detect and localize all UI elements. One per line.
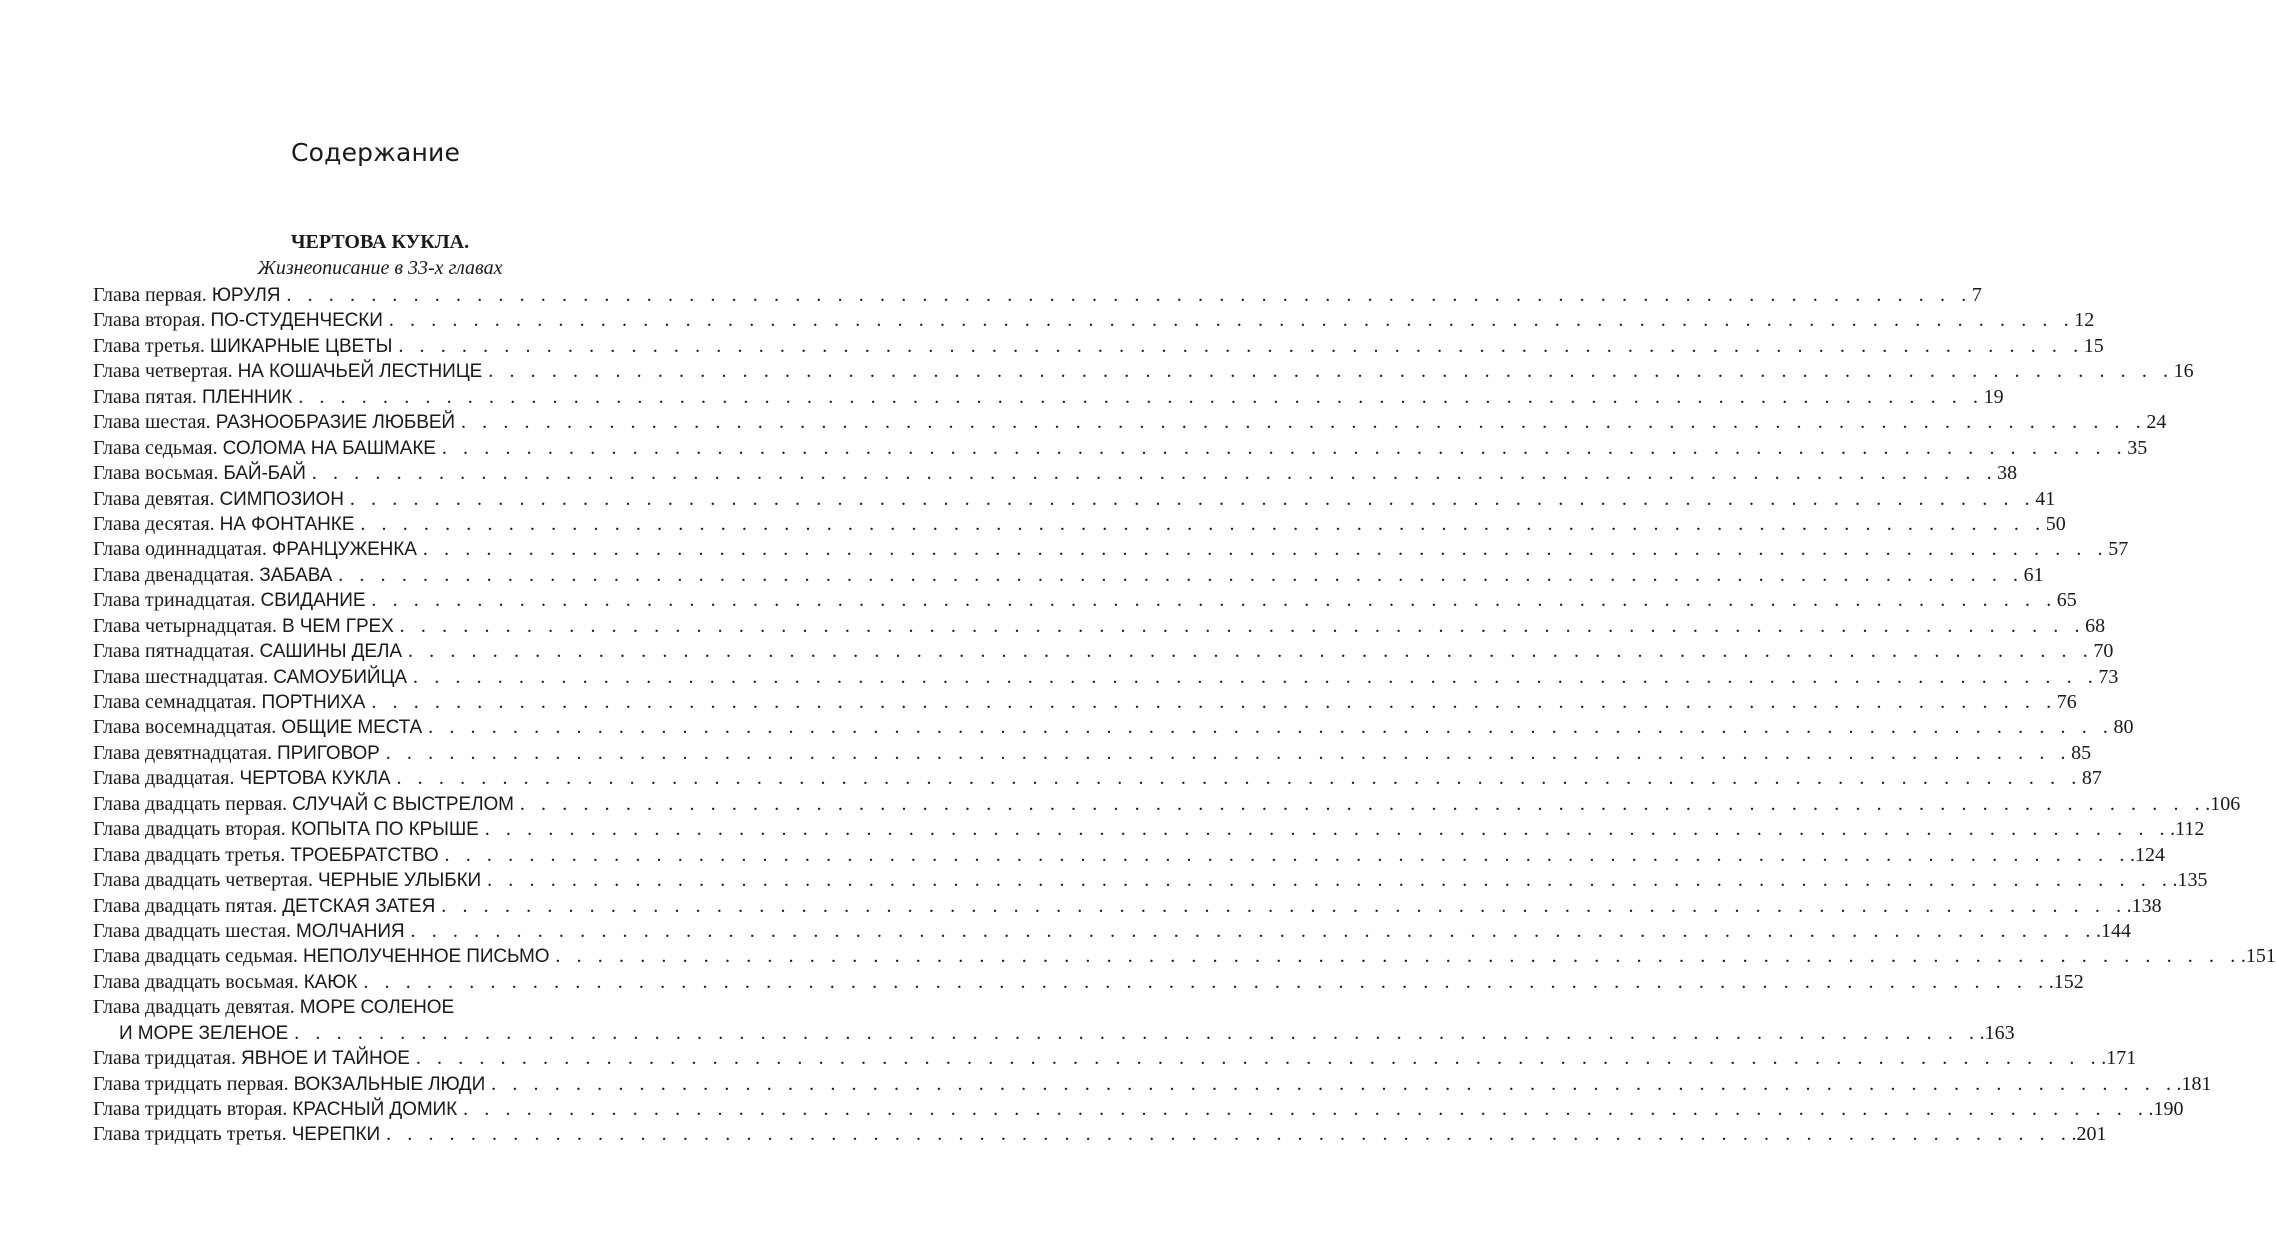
toc-entry[interactable] bbox=[93, 715, 2134, 740]
toc-entry[interactable] bbox=[93, 588, 2077, 613]
dot-leader: . . . . . . . . . . . . . . . . . . . . . . . . . . . . . . . . . . . . . . . . . . . . . . . . . . . . . . . . . . . . . . . . . . . . . . . . . . . . . . . . bbox=[491, 1072, 2177, 1095]
chapter-prefix: Глава тридцать вторая. bbox=[93, 1098, 288, 1121]
dot-leader: . . . . . . . . . . . . . . . . . . . . . . . . . . . . . . . . . . . . . . . . . . . . . . . . . . . . . . . . . . . . . . . . . . . . . . . . . . . . . . . . bbox=[396, 767, 2082, 790]
dot-leader: . . . . . . . . . . . . . . . . . . . . . . . . . . . . . . . . . . . . . . . . . . . . . . . . . . . . . . . . . . . . . . . . . . . . . . . . . . . . . . . . bbox=[386, 1123, 2072, 1146]
chapter-title: ВОКЗАЛЬНЫЕ ЛЮДИ bbox=[293, 1073, 486, 1095]
chapter-title: ЧЕРТОВА КУКЛА bbox=[239, 768, 391, 790]
chapter-title: ПРИГОВОР bbox=[277, 742, 380, 764]
chapter-title: НА КОШАЧЬЕЙ ЛЕСТНИЦЕ bbox=[237, 361, 483, 383]
toc-entry[interactable] bbox=[93, 563, 2044, 588]
chapter-prefix: Глава тридцать третья. bbox=[93, 1123, 287, 1146]
chapter-prefix: Глава двадцать седьмая. bbox=[93, 945, 298, 968]
toc-line bbox=[93, 588, 2077, 613]
chapter-prefix: Глава шестая. bbox=[93, 411, 211, 434]
toc-entry[interactable] bbox=[93, 792, 2241, 817]
dot-leader: . . . . . . . . . . . . . . . . . . . . . . . . . . . . . . . . . . . . . . . . . . . . . . . . . . . . . . . . . . . . . . . . . . . . . . . . . . . . . . . . bbox=[371, 589, 2057, 612]
toc-entry[interactable] bbox=[93, 461, 2018, 486]
page-number: 68 bbox=[2085, 614, 2106, 637]
toc-entry[interactable] bbox=[93, 436, 2148, 461]
page-number: .201 bbox=[2071, 1123, 2107, 1146]
dot-leader: . . . . . . . . . . . . . . . . . . . . . . . . . . . . . . . . . . . . . . . . . . . . . . . . . . . . . . . . . . . . . . . . . . . . . . . . . . . . . . . . bbox=[519, 792, 2206, 815]
toc-line bbox=[93, 1097, 2184, 1122]
page-number: 57 bbox=[2108, 538, 2129, 561]
dot-leader: . . . . . . . . . . . . . . . . . . . . . . . . . . . . . . . . . . . . . . . . . . . . . . . . . . . . . . . . . . . . . . . . . . . . . . . . . . . . . . . . bbox=[422, 538, 2109, 561]
page-number: .181 bbox=[2176, 1072, 2212, 1095]
dot-leader: . . . . . . . . . . . . . . . . . . . . . . . . . . . . . . . . . . . . . . . . . . . . . . . . . . . . . . . . . . . . . . . . . . . . . . . . . . . . . . . . bbox=[399, 614, 2086, 637]
toc-line bbox=[93, 715, 2134, 740]
chapter-title: ЯВНОЕ И ТАЙНОЕ bbox=[240, 1048, 410, 1070]
toc-entry[interactable] bbox=[93, 919, 2131, 944]
toc-line bbox=[93, 1046, 2137, 1071]
page-number: .152 bbox=[2048, 970, 2084, 993]
toc-entry[interactable] bbox=[93, 995, 2015, 1046]
chapter-title: ПЛЕННИК bbox=[201, 386, 293, 408]
chapter-prefix: Глава двенадцатая. bbox=[93, 563, 255, 586]
dot-leader: . . . . . . . . . . . . . . . . . . . . . . . . . . . . . . . . . . . . . . . . . . . . . . . . . . . . . . . . . . . . . . . . . . . . . . . . . . . . . . . . bbox=[311, 462, 1998, 485]
toc-line bbox=[93, 334, 2104, 359]
toc-line bbox=[93, 436, 2148, 461]
work-title: ЧЕРТОВА КУКЛА. bbox=[290, 231, 470, 253]
chapter-prefix: Глава первая. bbox=[93, 284, 207, 306]
dot-leader: . . . . . . . . . . . . . . . . . . . . . . . . . . . . . . . . . . . . . . . . . . . . . . . . . . . . . . . . . . . . . . . . . . . . . . . . . . . . . . . . bbox=[294, 1021, 1980, 1044]
chapter-prefix: Глава двадцать вторая. bbox=[93, 818, 286, 841]
page-number: 12 bbox=[2074, 309, 2095, 332]
toc-line bbox=[93, 512, 2066, 537]
chapter-title: СЛУЧАЙ С ВЫСТРЕЛОМ bbox=[292, 793, 514, 815]
chapter-prefix: Глава девятая. bbox=[93, 487, 215, 510]
dot-leader: . . . . . . . . . . . . . . . . . . . . . . . . . . . . . . . . . . . . . . . . . . . . . . . . . . . . . . . . . . . . . . . . . . . . . . . . . . . . . . . . bbox=[415, 1047, 2102, 1070]
toc-entry[interactable] bbox=[93, 868, 2208, 893]
dot-leader: . . . . . . . . . . . . . . . . . . . . . . . . . . . . . . . . . . . . . . . . . . . . . . . . . . . . . . . . . . . . . . . . . . . . . . . . . . . . . . . . bbox=[484, 818, 2171, 841]
chapter-title: ЧЕРЕПКИ bbox=[291, 1124, 381, 1146]
chapter-prefix: Глава двадцать четвертая. bbox=[93, 869, 313, 892]
dot-leader: . . . . . . . . . . . . . . . . . . . . . . . . . . . . . . . . . . . . . . . . . . . . . . . . . . . . . . . . . . . . . . . . . . . . . . . . . . . . . . . . bbox=[398, 334, 2084, 357]
toc-entry[interactable] bbox=[93, 334, 2104, 359]
toc-entry[interactable] bbox=[93, 843, 2165, 868]
toc-entry[interactable] bbox=[93, 308, 2095, 333]
chapter-prefix: Глава четвертая. bbox=[93, 360, 233, 383]
toc-line bbox=[93, 665, 2119, 690]
dot-leader: . . . . . . . . . . . . . . . . . . . . . . . . . . . . . . . . . . . . . . . . . . . . . . . . . . . . . . . . . . . . . . . . . . . . . . . . . . . . . . . . bbox=[363, 970, 2049, 993]
chapter-title: ФРАНЦУЖЕНКА bbox=[271, 539, 417, 561]
toc-entry[interactable] bbox=[93, 1072, 2212, 1097]
chapter-prefix: Глава одиннадцатая. bbox=[93, 538, 267, 561]
toc-entry[interactable] bbox=[93, 1122, 2107, 1147]
chapter-prefix: Глава двадцать шестая. bbox=[93, 919, 292, 942]
toc-entry[interactable] bbox=[93, 665, 2119, 690]
page-number: .144 bbox=[2095, 919, 2131, 942]
page-number: 15 bbox=[2083, 334, 2104, 357]
page-number: .171 bbox=[2101, 1047, 2137, 1070]
page-number: .112 bbox=[2170, 818, 2205, 841]
page-number: .106 bbox=[2205, 792, 2241, 815]
toc-line bbox=[93, 792, 2241, 817]
dot-leader: . . . . . . . . . . . . . . . . . . . . . . . . . . . . . . . . . . . . . . . . . . . . . . . . . . . . . . . . . . . . . . . . . . . . . . . . . . . . . . . . bbox=[555, 945, 2241, 968]
toc-line bbox=[93, 359, 2194, 384]
dot-leader: . . . . . . . . . . . . . . . . . . . . . . . . . . . . . . . . . . . . . . . . . . . . . . . . . . . . . . . . . . . . . . . . . . . . . . . . . . . . . . . . bbox=[407, 640, 2094, 663]
chapter-title: ЗАБАВА bbox=[259, 564, 333, 586]
toc-entry[interactable] bbox=[93, 385, 2004, 410]
toc-entry[interactable] bbox=[93, 487, 2056, 512]
chapter-prefix: Глава десятая. bbox=[93, 512, 215, 535]
page-number: 35 bbox=[2127, 436, 2148, 459]
toc-line bbox=[93, 995, 668, 1020]
toc-line bbox=[93, 308, 2095, 333]
chapter-title: СОЛОМА НА БАШМАКЕ bbox=[222, 437, 436, 459]
toc-entry[interactable] bbox=[93, 512, 2066, 537]
page-number: .163 bbox=[1979, 1021, 2015, 1044]
dot-leader: . . . . . . . . . . . . . . . . . . . . . . . . . . . . . . . . . . . . . . . . . . . . . . . . . . . . . . . . . . . . . . . . . . . . . . . . . . . . . . . . bbox=[488, 360, 2174, 383]
dot-leader: . . . . . . . . . . . . . . . . . . . . . . . . . . . . . . . . . . . . . . . . . . . . . . . . . . . . . . . . . . . . . . . . . . . . . . . . . . . . . . . . bbox=[385, 741, 2072, 764]
dot-leader: . . . . . . . . . . . . . . . . . . . . . . . . . . . . . . . . . . . . . . . . . . . . . . . . . . . . . . . . . . . . . . . . . . . . . . . . . . . . . . . . bbox=[286, 284, 1972, 306]
page-number: 16 bbox=[2173, 360, 2194, 383]
toc-entry[interactable] bbox=[93, 639, 2114, 664]
toc-line bbox=[93, 487, 2056, 512]
toc-entry[interactable] bbox=[93, 359, 2194, 384]
page-number: .151 bbox=[2240, 945, 2276, 968]
toc-entry[interactable] bbox=[93, 894, 2162, 919]
chapter-title: БАЙ-БАЙ bbox=[223, 463, 306, 485]
chapter-title: ЧЕРНЫЕ УЛЫБКИ bbox=[317, 870, 482, 892]
chapter-prefix: Глава шестнадцатая. bbox=[93, 665, 269, 688]
toc-line bbox=[93, 537, 2129, 562]
toc-entry[interactable] bbox=[93, 537, 2129, 562]
toc-entry[interactable] bbox=[93, 970, 2084, 995]
dot-leader: . . . . . . . . . . . . . . . . . . . . . . . . . . . . . . . . . . . . . . . . . . . . . . . . . . . . . . . . . . . . . . . . . . . . . . . . . . . . . . . . bbox=[444, 843, 2130, 866]
chapter-prefix: Глава третья. bbox=[93, 334, 205, 357]
toc-line bbox=[93, 283, 1982, 308]
chapter-prefix: Глава девятнадцатая. bbox=[93, 741, 273, 764]
dot-leader: . . . . . . . . . . . . . . . . . . . . . . . . . . . . . . . . . . . . . . . . . . . . . . . . . . . . . . . . . . . . . . . . . . . . . . . . . . . . . . . . bbox=[487, 869, 2173, 892]
chapter-title: КОПЫТА ПО КРЫШЕ bbox=[290, 819, 479, 841]
page-title: Содержание bbox=[290, 138, 461, 167]
toc-line bbox=[93, 919, 2131, 944]
chapter-prefix: Глава тридцать первая. bbox=[93, 1072, 289, 1095]
page-number: 61 bbox=[2023, 563, 2044, 586]
chapter-prefix: Глава четырнадцатая. bbox=[93, 614, 277, 637]
chapter-prefix: Глава двадцать пятая. bbox=[93, 894, 278, 917]
chapter-prefix: Глава двадцатая. bbox=[93, 767, 235, 790]
chapter-title: САМОУБИЙЦА bbox=[273, 666, 407, 688]
chapter-prefix: Глава пятая. bbox=[93, 385, 197, 408]
toc-line bbox=[93, 563, 2044, 588]
toc-line bbox=[93, 843, 2165, 868]
toc-entry[interactable] bbox=[93, 741, 2092, 766]
page-number: 38 bbox=[1997, 462, 2018, 485]
dot-leader: . . . . . . . . . . . . . . . . . . . . . . . . . . . . . . . . . . . . . . . . . . . . . . . . . . . . . . . . . . . . . . . . . . . . . . . . . . . . . . . . bbox=[441, 894, 2127, 917]
dot-leader: . . . . . . . . . . . . . . . . . . . . . . . . . . . . . . . . . . . . . . . . . . . . . . . . . . . . . . . . . . . . . . . . . . . . . . . . . . . . . . . . bbox=[410, 919, 2096, 942]
toc-line bbox=[93, 614, 2106, 639]
chapter-title: КАЮК bbox=[303, 971, 358, 993]
dot-leader: . . . . . . . . . . . . . . . . . . . . . . . . . . . . . . . . . . . . . . . . . . . . . . . . . . . . . . . . . . . . . . . . . . . . . . . . . . . . . . . . bbox=[460, 411, 2147, 434]
toc-line bbox=[93, 894, 2162, 919]
dot-leader: . . . . . . . . . . . . . . . . . . . . . . . . . . . . . . . . . . . . . . . . . . . . . . . . . . . . . . . . . . . . . . . . . . . . . . . . . . . . . . . . bbox=[349, 487, 2036, 510]
page-number: 73 bbox=[2098, 665, 2119, 688]
toc-line bbox=[93, 944, 2276, 969]
toc-entry[interactable] bbox=[93, 1097, 2184, 1122]
dot-leader: . . . . . . . . . . . . . . . . . . . . . . . . . . . . . . . . . . . . . . . . . . . . . . . . . . . . . . . . . . . . . . . . . . . . . . . . . . . . . . . . bbox=[463, 1098, 2149, 1121]
chapter-title: ОБЩИЕ МЕСТА bbox=[281, 717, 423, 739]
toc-line bbox=[93, 741, 2092, 766]
chapter-prefix: Глава двадцать девятая. bbox=[93, 996, 295, 1019]
page-number: 19 bbox=[1983, 385, 2004, 408]
toc-entry[interactable] bbox=[93, 690, 2077, 715]
chapter-prefix: Глава седьмая. bbox=[93, 436, 218, 459]
toc-line bbox=[93, 461, 2018, 486]
chapter-prefix: Глава восьмая. bbox=[93, 462, 219, 485]
toc-line bbox=[93, 766, 2102, 791]
page-number: .138 bbox=[2126, 894, 2162, 917]
chapter-title: В ЧЕМ ГРЕХ bbox=[281, 615, 394, 637]
chapter-title: НЕПОЛУЧЕННОЕ ПИСЬМО bbox=[302, 946, 550, 968]
chapter-prefix: Глава семнадцатая. bbox=[93, 691, 257, 713]
chapter-title: РАЗНООБРАЗИЕ ЛЮБВЕЙ bbox=[215, 412, 455, 434]
toc-entry[interactable] bbox=[93, 410, 2167, 435]
page-number: .124 bbox=[2129, 843, 2165, 866]
work-subtitle: Жизнеописание в 33-х главах bbox=[257, 257, 503, 279]
page-number: .135 bbox=[2172, 869, 2208, 892]
toc-entry[interactable] bbox=[93, 614, 2106, 639]
chapter-title: МОРЕ СОЛЕНОЕ bbox=[299, 997, 455, 1019]
page-number: 50 bbox=[2045, 512, 2066, 535]
chapter-prefix: Глава тридцатая. bbox=[93, 1047, 236, 1070]
chapter-prefix: Глава тринадцатая. bbox=[93, 589, 256, 612]
page-number: 85 bbox=[2071, 741, 2092, 764]
toc-line bbox=[93, 1021, 2015, 1046]
toc-line bbox=[93, 970, 2084, 995]
page-number: 24 bbox=[2146, 411, 2167, 434]
chapter-title: СИМПОЗИОН bbox=[219, 488, 344, 510]
toc-entry[interactable] bbox=[93, 1046, 2137, 1071]
dot-leader: . . . . . . . . . . . . . . . . . . . . . . . . . . . . . . . . . . . . . . . . . . . . . . . . . . . . . . . . . . . . . . . . . . . . . . . . . . . . . . . . bbox=[441, 436, 2128, 459]
chapter-title: ШИКАРНЫЕ ЦВЕТЫ bbox=[209, 335, 393, 357]
chapter-title: НА ФОНТАНКЕ bbox=[219, 513, 355, 535]
chapter-title: ПОРТНИХА bbox=[261, 692, 366, 713]
toc-line bbox=[93, 639, 2114, 664]
toc-line bbox=[93, 1122, 2107, 1147]
page-number: 41 bbox=[2035, 487, 2056, 510]
page-number: 7 bbox=[1971, 284, 1982, 306]
chapter-title: ПО-СТУДЕНЧЕСКИ bbox=[210, 310, 383, 332]
chapter-prefix: Глава двадцать первая. bbox=[93, 792, 288, 815]
page-number: 87 bbox=[2081, 767, 2102, 790]
chapter-prefix: Глава двадцать третья. bbox=[93, 843, 286, 866]
dot-leader: . . . . . . . . . . . . . . . . . . . . . . . . . . . . . . . . . . . . . . . . . . . . . . . . . . . . . . . . . . . . . . . . . . . . . . . . . . . . . . . . bbox=[413, 665, 2099, 688]
toc-line bbox=[93, 410, 2167, 435]
chapter-prefix: Глава восемнадцатая. bbox=[93, 716, 277, 739]
table-of-contents bbox=[93, 283, 2276, 1148]
chapter-title: СВИДАНИЕ bbox=[260, 590, 366, 612]
page-number: 65 bbox=[2056, 589, 2077, 612]
toc-line bbox=[93, 1072, 2212, 1097]
page-number: 70 bbox=[2093, 640, 2114, 663]
toc-line bbox=[93, 385, 2004, 410]
dot-leader: . . . . . . . . . . . . . . . . . . . . . . . . . . . . . . . . . . . . . . . . . . . . . . . . . . . . . . . . . . . . . . . . . . . . . . . . . . . . . . . . bbox=[371, 691, 2057, 713]
toc-entry[interactable] bbox=[93, 944, 2276, 969]
dot-leader: . . . . . . . . . . . . . . . . . . . . . . . . . . . . . . . . . . . . . . . . . . . . . . . . . . . . . . . . . . . . . . . . . . . . . . . . . . . . . . . . bbox=[338, 563, 2024, 586]
chapter-prefix: Глава двадцать восьмая. bbox=[93, 970, 299, 993]
chapter-title: ДЕТСКАЯ ЗАТЕЯ bbox=[282, 895, 436, 917]
chapter-title: ЮРУЛЯ bbox=[211, 285, 281, 306]
toc-line bbox=[93, 868, 2208, 893]
dot-leader: . . . . . . . . . . . . . . . . . . . . . . . . . . . . . . . . . . . . . . . . . . . . . . . . . . . . . . . . . . . . . . . . . . . . . . . . . . . . . . . . bbox=[360, 512, 2046, 535]
toc-entry[interactable] bbox=[93, 283, 1982, 308]
page-number: 80 bbox=[2113, 716, 2134, 739]
chapter-title: КРАСНЫЙ ДОМИК bbox=[292, 1099, 458, 1121]
chapter-prefix: Глава вторая. bbox=[93, 309, 206, 332]
chapter-title-continued: И МОРЕ ЗЕЛЕНОЕ bbox=[119, 1022, 289, 1044]
toc-entry[interactable] bbox=[93, 766, 2102, 791]
chapter-title: ТРОЕБРАТСТВО bbox=[290, 844, 439, 866]
chapter-title: САШИНЫ ДЕЛА bbox=[259, 641, 402, 663]
chapter-prefix: Глава пятнадцатая. bbox=[93, 640, 255, 663]
toc-line bbox=[93, 690, 2077, 715]
chapter-title: МОЛЧАНИЯ bbox=[296, 920, 405, 942]
dot-leader: . . . . . . . . . . . . . . . . . . . . . . . . . . . . . . . . . . . . . . . . . . . . . . . . . . . . . . . . . . . . . . . . . . . . . . . . . . . . . . . . bbox=[298, 385, 1984, 408]
page-number: 76 bbox=[2056, 691, 2077, 713]
page-number: .190 bbox=[2148, 1098, 2184, 1121]
dot-leader: . . . . . . . . . . . . . . . . . . . . . . . . . . . . . . . . . . . . . . . . . . . . . . . . . . . . . . . . . . . . . . . . . . . . . . . . . . . . . . . . bbox=[428, 716, 2114, 739]
toc-line bbox=[93, 817, 2205, 842]
toc-entry[interactable] bbox=[93, 817, 2205, 842]
dot-leader: . . . . . . . . . . . . . . . . . . . . . . . . . . . . . . . . . . . . . . . . . . . . . . . . . . . . . . . . . . . . . . . . . . . . . . . . . . . . . . . . bbox=[388, 309, 2075, 332]
